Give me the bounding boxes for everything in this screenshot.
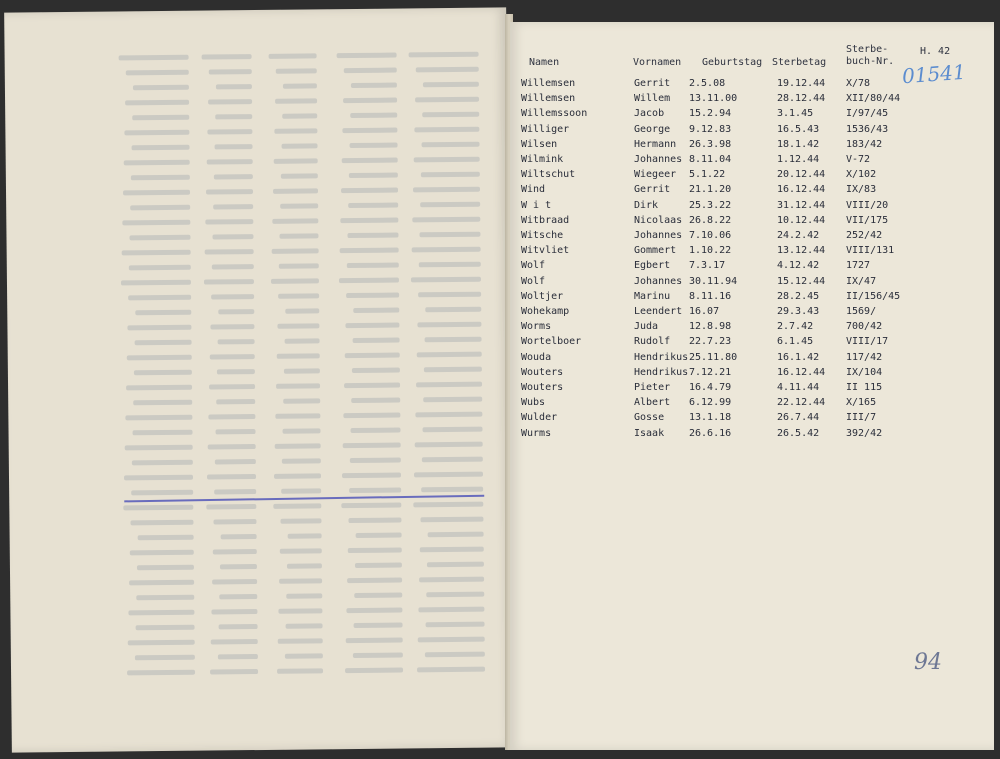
- row-first-names: Gosse: [634, 412, 665, 424]
- row-name: Wohekamp: [521, 306, 570, 317]
- header-first-names: Vornamen: [633, 57, 682, 68]
- bleed-mark: [349, 488, 401, 494]
- row-first-names: Hermann: [634, 138, 677, 150]
- bleed-mark: [221, 534, 257, 539]
- table-row: [0, 124, 1000, 139]
- bleed-mark: [346, 638, 403, 644]
- bleed-mark: [125, 445, 193, 451]
- bleed-mark: [425, 652, 485, 658]
- row-death-date: 22.12.44: [777, 397, 826, 409]
- row-register-no: IX/104: [846, 366, 883, 378]
- row-first-names: Gerrit: [634, 78, 671, 89]
- table-row: [0, 230, 1000, 245]
- row-register-no: X/102: [846, 169, 877, 181]
- row-register-no: 1569/: [846, 306, 877, 317]
- bleed-mark: [280, 518, 321, 523]
- row-register-no: X/78: [846, 78, 871, 89]
- row-name: Wolf: [521, 260, 546, 272]
- row-first-names: Marinu: [634, 290, 671, 302]
- bleed-mark: [210, 669, 258, 675]
- row-death-date: 16.12.44: [777, 366, 826, 378]
- row-register-no: 1536/43: [846, 123, 889, 135]
- row-death-date: 16.1.42: [777, 351, 820, 363]
- row-register-no: 252/42: [846, 230, 883, 241]
- bleed-mark: [202, 54, 252, 60]
- row-first-names: Egbert: [634, 260, 671, 272]
- row-first-names: Juda: [634, 321, 659, 333]
- row-first-names: George: [634, 123, 671, 135]
- row-first-names: Nicolaas: [634, 214, 683, 226]
- header-register-no-1: Sterbe-: [846, 44, 889, 55]
- row-death-date: 28.2.45: [777, 290, 820, 302]
- bleed-mark: [346, 608, 402, 614]
- bleed-mark: [426, 592, 484, 598]
- row-birth-date: 13.1.18: [689, 412, 732, 424]
- row-death-date: 2.7.42: [777, 321, 814, 333]
- row-register-no: 392/42: [846, 427, 883, 439]
- row-register-no: X/165: [846, 397, 877, 409]
- row-death-date: 20.12.44: [777, 169, 826, 181]
- bleed-mark: [285, 653, 323, 658]
- row-birth-date: 1.10.22: [689, 245, 732, 257]
- row-birth-date: 8.11.04: [689, 154, 732, 165]
- bleed-mark: [274, 473, 321, 478]
- row-first-names: Leendert: [634, 306, 683, 317]
- row-first-names: Johannes: [634, 230, 683, 241]
- bleed-mark: [416, 67, 479, 73]
- row-death-date: 26.7.44: [777, 412, 820, 424]
- row-birth-date: 13.11.00: [689, 93, 738, 105]
- row-birth-date: 15.2.94: [689, 108, 732, 120]
- row-name: Witsche: [521, 230, 564, 241]
- row-birth-date: 22.7.23: [689, 336, 732, 348]
- bleed-mark: [354, 623, 403, 629]
- bleed-mark: [280, 548, 322, 553]
- row-register-no: V-72: [846, 154, 871, 165]
- row-first-names: Wiegeer: [634, 169, 677, 181]
- bleed-mark: [287, 563, 322, 568]
- row-death-date: 10.12.44: [777, 214, 826, 226]
- row-name: Willemsen: [521, 93, 576, 105]
- table-row: [0, 184, 1000, 199]
- table-row: [0, 367, 1000, 382]
- table-row: [0, 352, 1000, 367]
- row-death-date: 4.11.44: [777, 382, 820, 393]
- row-birth-date: 16.4.79: [689, 382, 732, 393]
- table-row: [0, 154, 1000, 169]
- row-first-names: Pieter: [634, 382, 671, 393]
- row-register-no: 1727: [846, 260, 871, 272]
- bleed-mark: [342, 473, 401, 479]
- bleed-mark: [341, 503, 401, 509]
- row-name: Worms: [521, 321, 552, 333]
- row-death-date: 28.12.44: [777, 93, 826, 105]
- bleed-mark: [409, 52, 479, 58]
- bleed-mark: [420, 547, 484, 553]
- row-birth-date: 5.1.22: [689, 169, 726, 181]
- table-row: [0, 382, 1000, 397]
- bleed-mark: [278, 608, 322, 613]
- bleed-mark: [286, 593, 322, 598]
- row-birth-date: 2.5.08: [689, 78, 726, 89]
- bleed-mark: [344, 68, 397, 74]
- row-name: Wulder: [521, 412, 558, 424]
- bleed-mark: [277, 668, 323, 673]
- bleed-mark: [418, 607, 484, 613]
- row-register-no: XII/80/44: [846, 93, 901, 105]
- row-birth-date: 7.12.21: [689, 366, 732, 378]
- header-register-no-2: buch-Nr.: [846, 56, 895, 67]
- row-register-no: 700/42: [846, 321, 883, 333]
- bleed-mark: [348, 518, 401, 524]
- row-register-no: 117/42: [846, 351, 883, 363]
- row-death-date: 1.12.44: [777, 154, 820, 165]
- table-row: [0, 291, 1000, 306]
- bleed-mark: [281, 488, 321, 493]
- bleed-mark: [347, 578, 402, 584]
- row-first-names: Rudolf: [634, 336, 671, 348]
- bleed-mark: [356, 533, 402, 538]
- bleed-mark: [414, 472, 483, 478]
- row-register-no: VII/175: [846, 214, 889, 226]
- table-row: [0, 321, 1000, 336]
- row-birth-date: 25.11.80: [689, 351, 738, 363]
- bleed-mark: [219, 594, 257, 599]
- bleed-mark: [345, 668, 403, 674]
- bleed-mark: [353, 653, 403, 659]
- bleed-mark: [135, 655, 195, 661]
- row-first-names: Johannes: [634, 275, 683, 287]
- row-name: Witvliet: [521, 245, 570, 257]
- row-death-date: 6.1.45: [777, 336, 814, 348]
- bleed-mark: [269, 53, 317, 59]
- row-death-date: 19.12.44: [777, 78, 826, 89]
- bleed-mark: [211, 639, 258, 644]
- bleed-mark: [426, 622, 485, 628]
- row-name: Wortelboer: [521, 336, 582, 348]
- row-death-date: 3.1.45: [777, 108, 814, 120]
- header-birth-date: Geburtstag: [702, 57, 763, 68]
- bleed-mark: [129, 580, 194, 586]
- row-first-names: Jacob: [634, 108, 665, 120]
- bleed-mark: [213, 549, 257, 554]
- bleed-mark: [207, 474, 256, 480]
- table-row: [0, 139, 1000, 154]
- row-name: Wurms: [521, 427, 552, 439]
- row-birth-date: 30.11.94: [689, 275, 738, 287]
- row-first-names: Albert: [634, 397, 671, 409]
- row-register-no: IX/47: [846, 275, 877, 287]
- bleed-mark: [343, 443, 401, 449]
- row-register-no: III/7: [846, 412, 877, 424]
- bleed-mark: [354, 593, 402, 599]
- bleed-mark: [337, 53, 397, 59]
- bleed-mark: [136, 625, 195, 631]
- bleed-mark: [275, 443, 321, 448]
- row-birth-date: 9.12.83: [689, 123, 732, 135]
- handwritten-stamp-number: 01541: [901, 59, 967, 89]
- table-row: [0, 200, 1000, 215]
- bleed-mark: [123, 505, 193, 511]
- row-register-no: I/97/45: [846, 108, 889, 120]
- bleed-mark: [208, 444, 256, 450]
- bleed-mark: [421, 487, 483, 493]
- row-birth-date: 7.3.17: [689, 260, 726, 272]
- table-row: [0, 108, 1000, 123]
- bleed-mark: [422, 457, 483, 463]
- bleed-mark: [132, 460, 193, 466]
- header-name: Namen: [529, 57, 560, 68]
- row-first-names: Gerrit: [634, 184, 671, 196]
- bleed-mark: [278, 638, 323, 643]
- bleed-mark: [348, 548, 402, 554]
- bleed-mark: [206, 504, 256, 510]
- bleed-mark: [427, 562, 484, 568]
- bleed-mark: [355, 563, 402, 568]
- bleed-mark: [288, 533, 322, 538]
- row-birth-date: 26.3.98: [689, 138, 732, 150]
- bleed-mark: [213, 519, 256, 524]
- bleed-mark: [218, 654, 258, 659]
- bleed-mark: [136, 595, 194, 601]
- page-number: H. 42: [920, 46, 951, 57]
- table-row: [0, 245, 1000, 260]
- bleed-mark: [211, 609, 257, 614]
- bleed-mark: [279, 578, 322, 583]
- row-first-names: Gommert: [634, 245, 677, 257]
- bleed-mark: [128, 610, 194, 616]
- row-birth-date: 12.8.98: [689, 321, 732, 333]
- row-register-no: VIII/131: [846, 245, 895, 257]
- row-name: Wubs: [521, 397, 546, 409]
- row-birth-date: 8.11.16: [689, 290, 732, 302]
- bleed-mark: [219, 624, 258, 629]
- bleed-mark: [428, 532, 484, 538]
- row-first-names: Willem: [634, 93, 671, 105]
- bleed-mark: [350, 458, 401, 464]
- bleed-mark: [220, 564, 257, 569]
- row-first-names: Dirk: [634, 199, 659, 211]
- row-death-date: 31.12.44: [777, 199, 826, 211]
- table-row: [0, 93, 1000, 108]
- table-row: [0, 215, 1000, 230]
- row-name: Woltjer: [521, 290, 564, 302]
- header-death-date: Sterbetag: [772, 57, 827, 68]
- bleed-mark: [417, 667, 485, 673]
- row-death-date: 29.3.43: [777, 306, 820, 317]
- bleed-mark: [276, 68, 317, 73]
- row-register-no: VIII/20: [846, 199, 889, 211]
- bleed-mark: [418, 637, 485, 643]
- table-row: [0, 276, 1000, 291]
- bleed-mark: [282, 458, 321, 463]
- bleed-mark: [127, 670, 195, 676]
- row-birth-date: 16.07: [689, 306, 720, 317]
- row-birth-date: 26.6.16: [689, 427, 732, 439]
- row-first-names: Isaak: [634, 427, 665, 439]
- row-first-names: Hendrikus: [634, 351, 689, 363]
- row-register-no: 183/42: [846, 138, 883, 150]
- row-name: Willemsen: [521, 78, 576, 89]
- bleed-mark: [420, 517, 483, 523]
- table-row: [0, 397, 1000, 412]
- row-name: Wilmink: [521, 154, 564, 165]
- bleed-mark: [131, 490, 193, 496]
- row-name: W i t: [521, 199, 552, 211]
- row-name: Wouters: [521, 366, 564, 378]
- row-name: Witbraad: [521, 214, 570, 226]
- row-name: Wouda: [521, 351, 552, 363]
- row-death-date: 16.12.44: [777, 184, 826, 196]
- row-name: Williger: [521, 123, 570, 135]
- bleed-mark: [215, 459, 256, 464]
- row-name: Willemssoon: [521, 108, 588, 120]
- row-birth-date: 26.8.22: [689, 214, 732, 226]
- row-name: Wouters: [521, 382, 564, 393]
- bleed-mark: [214, 489, 256, 494]
- row-register-no: VIII/17: [846, 336, 889, 348]
- row-birth-date: 7.10.06: [689, 230, 732, 241]
- row-death-date: 4.12.42: [777, 260, 820, 272]
- row-first-names: Johannes: [634, 154, 683, 165]
- row-death-date: 13.12.44: [777, 245, 826, 257]
- bleed-mark: [128, 640, 195, 646]
- row-name: Wind: [521, 184, 546, 196]
- row-death-date: 18.1.42: [777, 138, 820, 150]
- row-death-date: 15.12.44: [777, 275, 826, 287]
- bleed-mark: [209, 69, 252, 74]
- row-first-names: Hendrikus: [634, 366, 689, 378]
- row-name: Wiltschut: [521, 169, 576, 181]
- row-name: Wilsen: [521, 138, 558, 150]
- table-row: [0, 336, 1000, 351]
- bleed-mark: [137, 565, 194, 571]
- bleed-mark: [130, 520, 193, 526]
- row-death-date: 24.2.42: [777, 230, 820, 241]
- bleed-mark: [138, 535, 194, 541]
- row-birth-date: 25.3.22: [689, 199, 732, 211]
- bleed-mark: [413, 502, 483, 508]
- bleed-mark: [126, 70, 189, 76]
- bleed-mark: [286, 623, 323, 628]
- row-death-date: 26.5.42: [777, 427, 820, 439]
- row-birth-date: 6.12.99: [689, 397, 732, 409]
- table-row: [0, 428, 1000, 443]
- row-register-no: II 115: [846, 382, 883, 393]
- row-death-date: 16.5.43: [777, 123, 820, 135]
- bleed-mark: [119, 55, 189, 61]
- table-row: [0, 306, 1000, 321]
- bleed-mark: [212, 579, 257, 584]
- row-birth-date: 21.1.20: [689, 184, 732, 196]
- bleed-mark: [124, 475, 193, 481]
- bleed-mark: [273, 503, 321, 509]
- bleed-mark: [419, 577, 484, 583]
- table-row: [0, 260, 1000, 275]
- row-name: Wolf: [521, 275, 546, 287]
- row-register-no: IX/83: [846, 184, 877, 196]
- table-row: [0, 169, 1000, 184]
- bleed-mark: [130, 550, 194, 556]
- handwritten-page-mark: 94: [914, 650, 942, 675]
- table-row: [0, 412, 1000, 427]
- table-row: [0, 78, 1000, 93]
- row-register-no: II/156/45: [846, 290, 901, 302]
